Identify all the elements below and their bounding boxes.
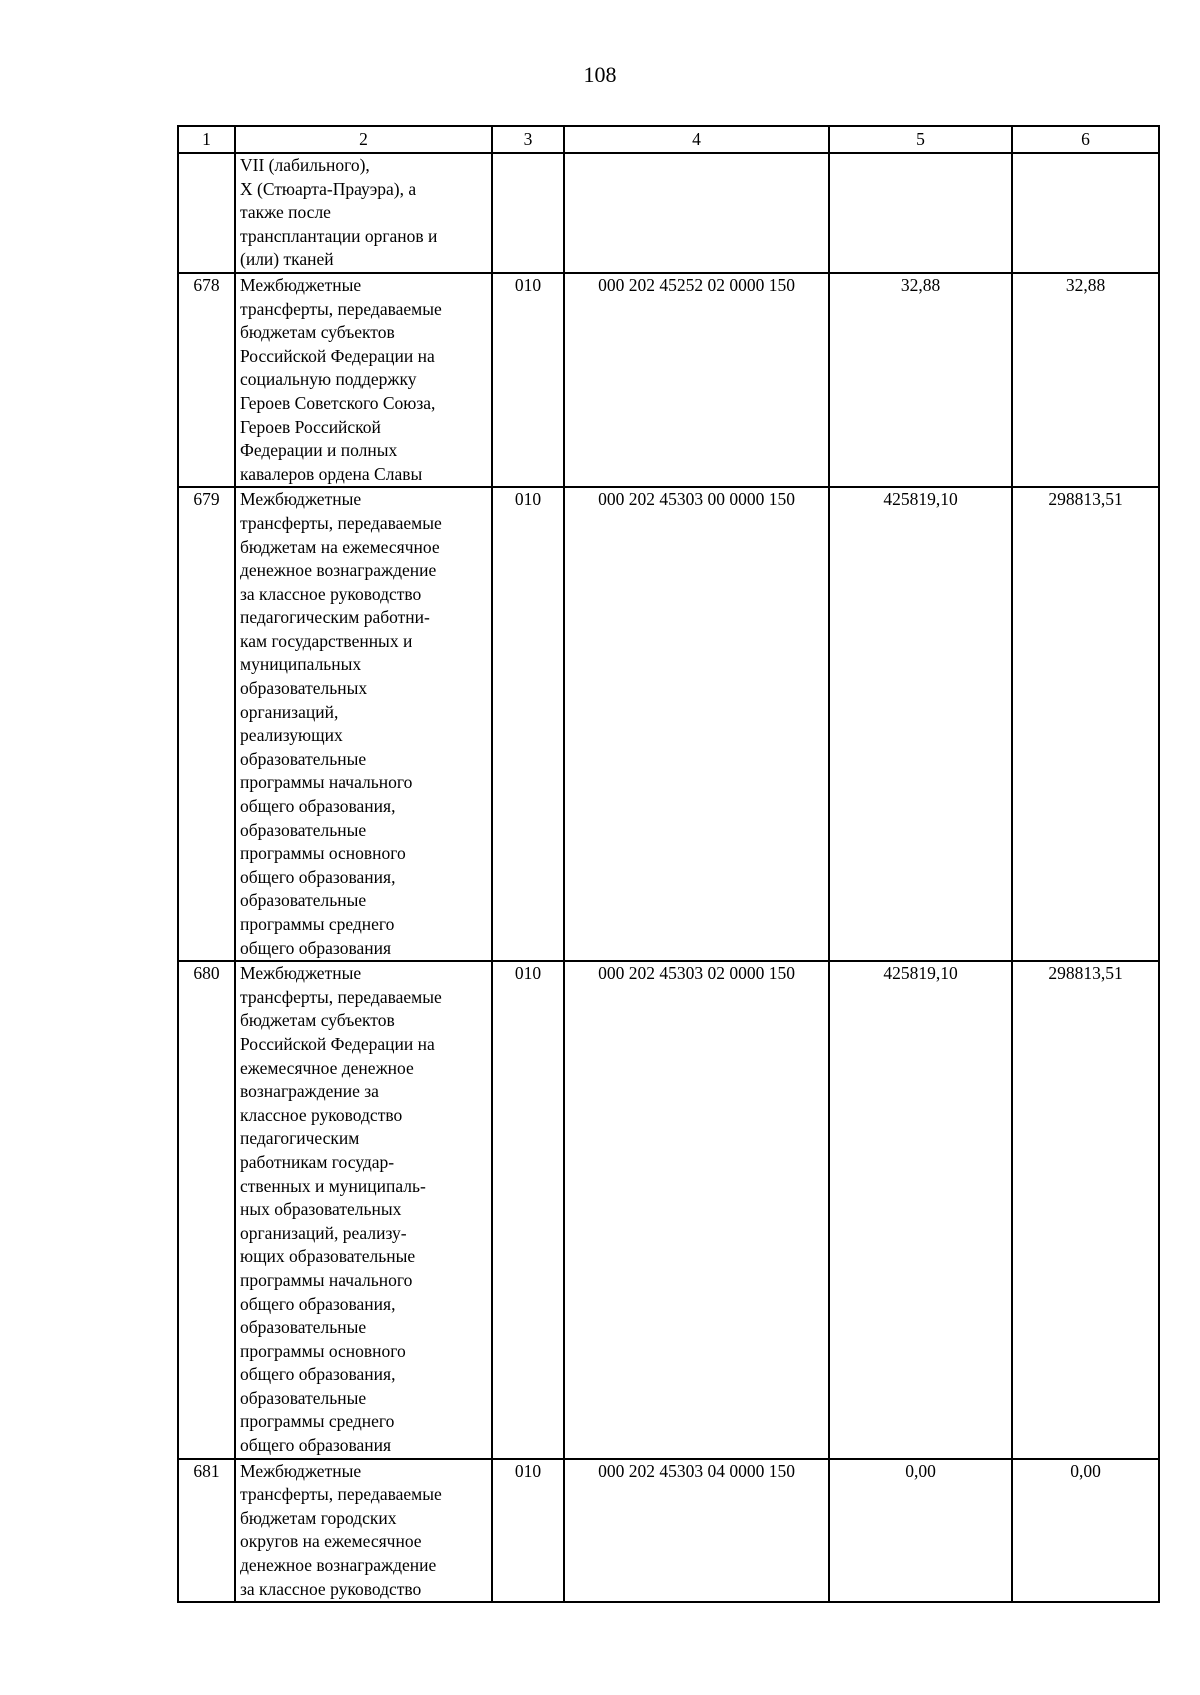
column-header-4: 4 [564, 126, 829, 153]
row-description: Межбюджетные трансферты, передаваемые бюджетам городских округов на ежемесячное денежное вознаграждение за классное руководство [235, 1459, 492, 1603]
row-value-6: 32,88 [1012, 273, 1159, 487]
column-header-1: 1 [178, 126, 235, 153]
row-kbk: 000 202 45303 04 0000 150 [564, 1459, 829, 1603]
row-code: 010 [492, 961, 564, 1458]
row-value-5 [829, 153, 1012, 273]
row-value-5: 425819,10 [829, 487, 1012, 961]
table-row [178, 1459, 1159, 1603]
row-number: 678 [178, 273, 235, 487]
row-value-6: 0,00 [1012, 1459, 1159, 1603]
row-value-6 [1012, 153, 1159, 273]
row-description: Межбюджетные трансферты, передаваемые бюджетам на ежемесячное денежное вознаграждение за классное руководство педагогическим работни- кам государственных и муниципальных образовательных организаций, реализующих образовательные программы начального общего образования, образовательные программы основного общего образования, образовательные программы среднего общего образования [235, 487, 492, 961]
column-header-6: 6 [1012, 126, 1159, 153]
row-kbk [564, 153, 829, 273]
table-header-row [178, 126, 1159, 153]
column-header-3: 3 [492, 126, 564, 153]
row-kbk: 000 202 45303 00 0000 150 [564, 487, 829, 961]
row-description: Межбюджетные трансферты, передаваемые бюджетам субъектов Российской Федерации на социальную поддержку Героев Советского Союза, Героев Российской Федерации и полных кавалеров ордена Славы [235, 273, 492, 487]
row-number [178, 153, 235, 273]
budget-table [177, 125, 1160, 1603]
row-number: 681 [178, 1459, 235, 1603]
row-kbk: 000 202 45252 02 0000 150 [564, 273, 829, 487]
row-description: VII (лабильного), X (Стюарта-Прауэра), а также после трансплантации органов и (или) тканей [235, 153, 492, 273]
column-header-5: 5 [829, 126, 1012, 153]
page-number: 108 [583, 62, 617, 87]
column-header-2: 2 [235, 126, 492, 153]
row-value-5: 32,88 [829, 273, 1012, 487]
row-number: 679 [178, 487, 235, 961]
row-value-6: 298813,51 [1012, 961, 1159, 1458]
row-value-5: 0,00 [829, 1459, 1012, 1603]
table-row [178, 487, 1159, 961]
row-code: 010 [492, 1459, 564, 1603]
row-code [492, 153, 564, 273]
table-row [178, 153, 1159, 273]
row-code: 010 [492, 487, 564, 961]
row-number: 680 [178, 961, 235, 1458]
table-row [178, 961, 1159, 1458]
row-value-6: 298813,51 [1012, 487, 1159, 961]
row-value-5: 425819,10 [829, 961, 1012, 1458]
row-description: Межбюджетные трансферты, передаваемые бюджетам субъектов Российской Федерации на ежемесячное денежное вознаграждение за классное руководство педагогическим работникам государ- ственных и муниципаль- ных образовательных организаций, реализу- ющих образовательные программы начального общего образования, образовательные программы основного общего образования, образовательные программы среднего общего образования [235, 961, 492, 1458]
row-kbk: 000 202 45303 02 0000 150 [564, 961, 829, 1458]
table-row [178, 273, 1159, 487]
row-code: 010 [492, 273, 564, 487]
